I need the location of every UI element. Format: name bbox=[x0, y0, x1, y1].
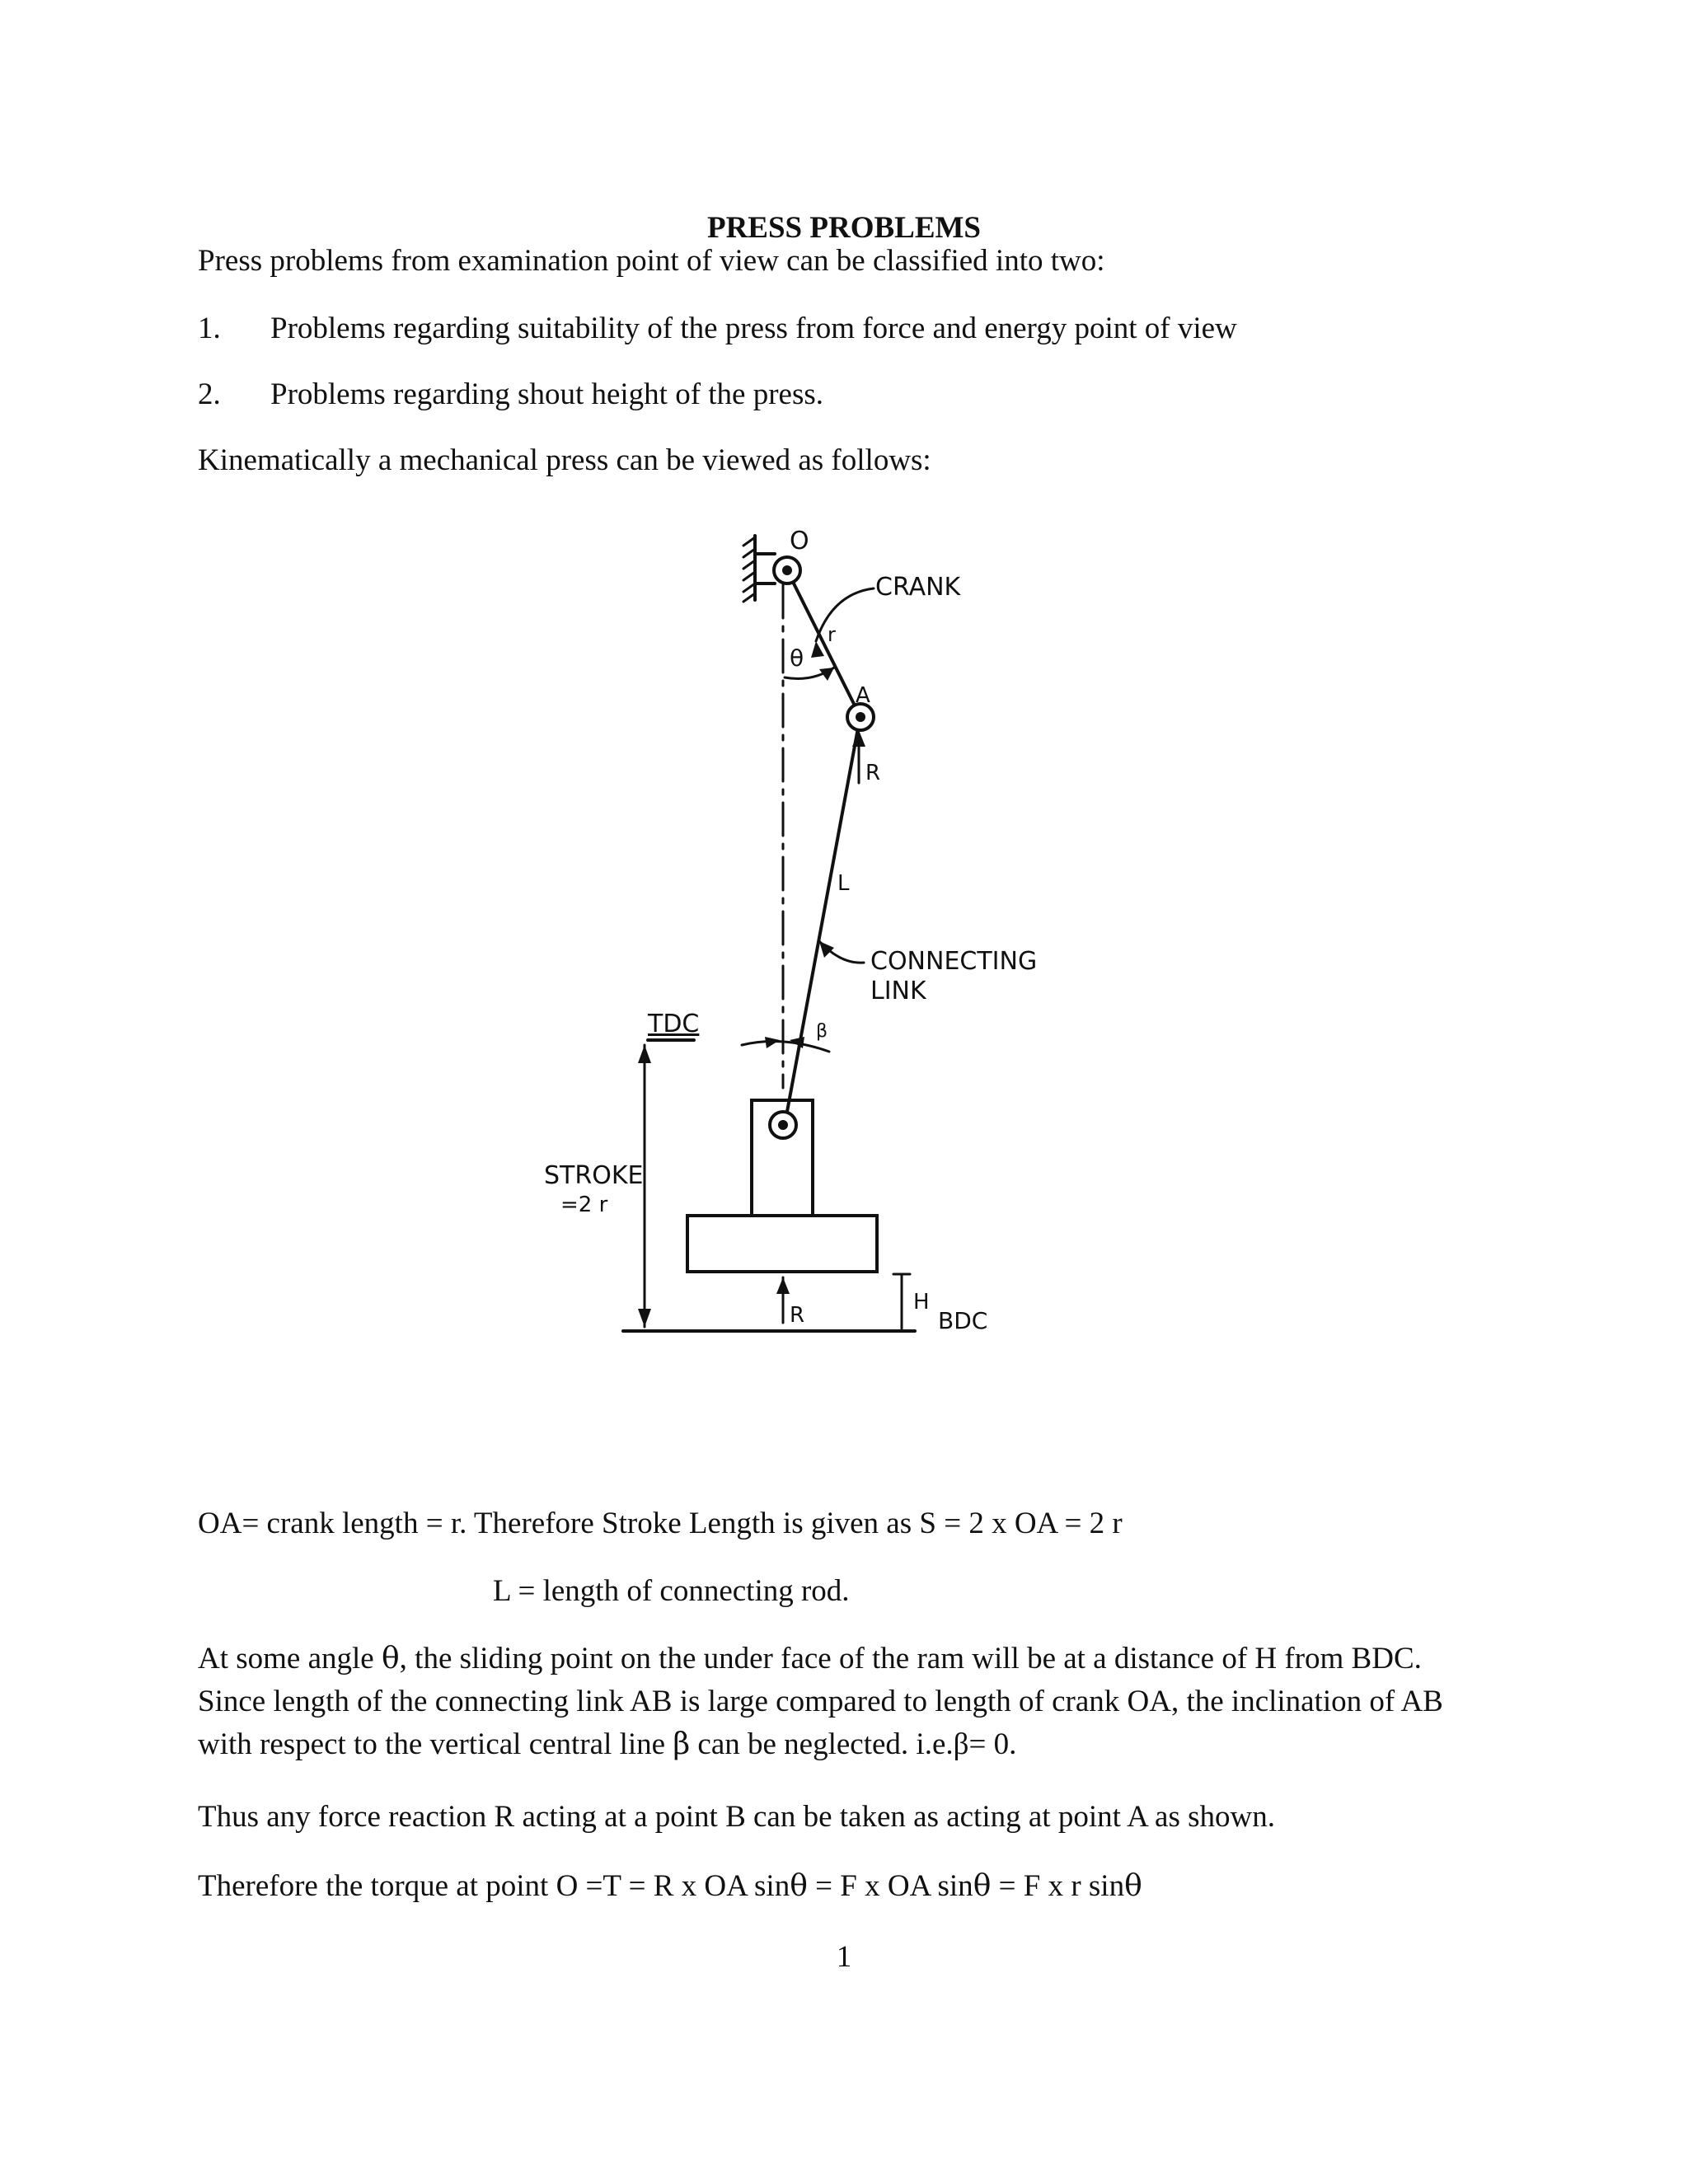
reaction-arrowhead-bottom bbox=[776, 1277, 790, 1294]
fixed-support-hatching bbox=[743, 537, 755, 602]
list-item-2-text: Problems regarding shout height of the press. bbox=[270, 377, 824, 411]
torque-equation: Therefore the torque at point O =T = R x OA sinθ = F x OA sinθ = F x r sinθ bbox=[198, 1869, 1142, 1903]
reaction-arrowhead-top bbox=[852, 730, 865, 747]
label-link: LINK bbox=[870, 977, 926, 1005]
label-a: A bbox=[856, 683, 870, 708]
link-leader-arrowhead bbox=[819, 941, 834, 958]
label-r: r bbox=[828, 623, 836, 646]
paragraph-1-line-2: Since length of the connecting link AB is large compared to length of crank OA, the inclination of AB bbox=[198, 1685, 1443, 1718]
paragraph-2: Thus any force reaction R acting at a point B can be taken as acting at point A as shown. bbox=[198, 1800, 1275, 1834]
label-connecting: CONNECTING bbox=[870, 947, 1038, 976]
paragraph-1-line-3: with respect to the vertical central line β can be neglected. i.e.β= 0. bbox=[198, 1727, 1017, 1761]
label-stroke: STROKE bbox=[544, 1161, 644, 1190]
label-r-top: R bbox=[865, 761, 881, 785]
connecting-rod-line: L = length of connecting rod. bbox=[493, 1574, 850, 1608]
pin-joint-o bbox=[774, 557, 800, 583]
crank-leader bbox=[816, 588, 874, 641]
label-h: H bbox=[913, 1290, 930, 1315]
connecting-link-line bbox=[785, 724, 859, 1125]
ram-block bbox=[687, 1216, 877, 1272]
intro-text: Press problems from examination point of view can be classified into two: bbox=[198, 244, 1105, 278]
page-number: 1 bbox=[836, 1940, 852, 1974]
label-l: L bbox=[837, 871, 850, 896]
paragraph-1-line-1: At some angle θ, the sliding point on the under face of the ram will be at a distance of H from BDC. bbox=[198, 1642, 1422, 1675]
label-r-bottom: R bbox=[790, 1303, 805, 1328]
stroke-arrow-down bbox=[638, 1309, 651, 1327]
list-item-1-text: Problems regarding suitability of the press from force and energy point of view bbox=[270, 312, 1237, 345]
crank-length-line: OA= crank length = r. Therefore Stroke Length is given as S = 2 x OA = 2 r bbox=[198, 1507, 1123, 1540]
label-beta: β bbox=[816, 1021, 828, 1042]
theta-symbol: θ bbox=[381, 1642, 400, 1675]
stroke-arrow-up bbox=[638, 1045, 651, 1063]
list-item-1-number: 1. bbox=[198, 312, 221, 345]
list-item-2-number: 2. bbox=[198, 377, 221, 411]
label-o: O bbox=[790, 527, 809, 555]
label-tdc: TDC bbox=[648, 1010, 700, 1038]
kinematic-intro-text: Kinematically a mechanical press can be viewed as follows: bbox=[198, 443, 931, 477]
page-title: PRESS PROBLEMS bbox=[706, 211, 982, 245]
label-crank: CRANK bbox=[875, 573, 961, 602]
pin-joint-b bbox=[770, 1112, 796, 1138]
label-stroke-value: =2 r bbox=[560, 1193, 608, 1217]
beta-symbol: β bbox=[673, 1727, 691, 1761]
label-theta: θ bbox=[790, 644, 804, 672]
label-bdc: BDC bbox=[938, 1307, 988, 1334]
crank-line bbox=[787, 570, 860, 717]
beta-arc bbox=[742, 1042, 829, 1052]
